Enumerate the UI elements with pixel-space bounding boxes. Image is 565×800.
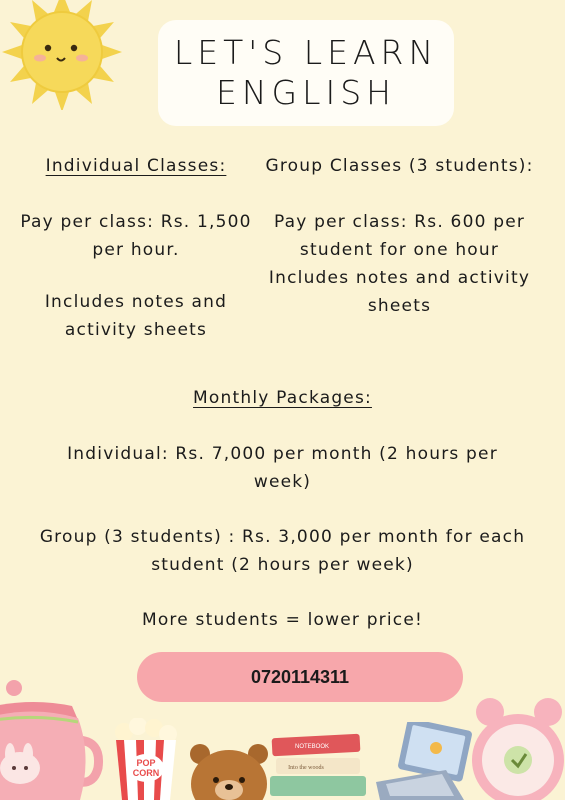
individual-price: Pay per class: Rs. 1,500 per hour.: [20, 212, 252, 260]
title-card: [158, 20, 454, 126]
alarm-clock-icon: [470, 694, 565, 800]
laptop-icon: [372, 722, 482, 800]
individual-classes-heading: Individual Classes:: [45, 156, 227, 176]
popcorn-icon: [110, 718, 182, 800]
group-classes-heading: Group Classes (3 students):: [265, 156, 534, 176]
svg-text:CORN: CORN: [132, 768, 160, 778]
title-line-1: LET'S LEARN: [173, 33, 439, 72]
tagline: More students = lower price!: [141, 610, 424, 630]
svg-text:POP: POP: [136, 758, 156, 768]
teddy-bear-icon: [186, 744, 272, 800]
group-price: Pay per class: Rs. 600 per student for one hour: [273, 212, 526, 260]
title-line-2: ENGLISH: [216, 73, 396, 112]
sun-icon: [0, 0, 132, 110]
group-includes: Includes notes and activity sheets: [268, 268, 531, 316]
monthly-group: Group (3 students) : Rs. 3,000 per month for each student (2 hours per week): [39, 527, 526, 575]
individual-classes-section: [18, 152, 254, 344]
svg-text:Into the woods: Into the woods: [288, 765, 324, 771]
books-stack-icon: [266, 730, 376, 800]
monthly-individual: Individual: Rs. 7,000 per month (2 hours per week): [67, 444, 498, 492]
teapot-icon: [0, 676, 106, 800]
monthly-packages-heading-wrap: [20, 384, 545, 412]
group-classes-section: [262, 152, 537, 320]
individual-includes: Includes notes and activity sheets: [44, 292, 228, 340]
svg-text:NOTEBOOK: NOTEBOOK: [294, 744, 330, 750]
phone-number-button[interactable]: 0720114311: [137, 652, 463, 702]
monthly-packages-heading: Monthly Packages:: [193, 388, 372, 408]
